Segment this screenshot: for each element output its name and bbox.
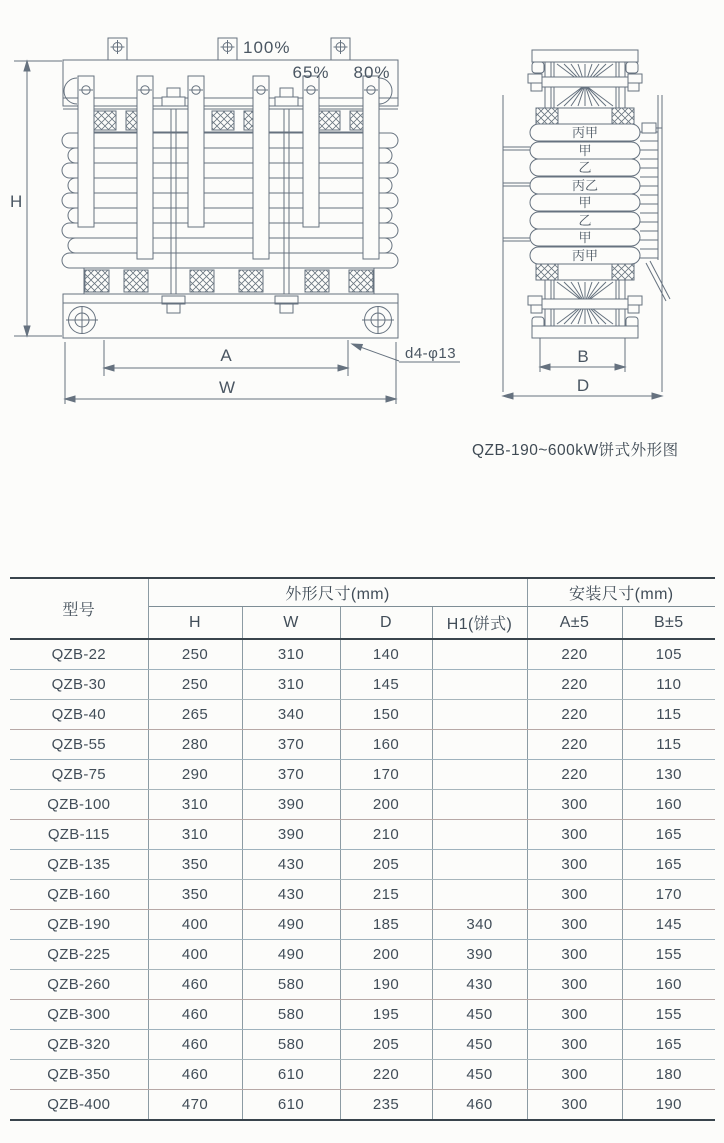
dim-label-a: A xyxy=(220,346,232,365)
cell-w: 310 xyxy=(242,670,340,700)
cell-d: 185 xyxy=(340,910,432,940)
column-group-outline-dimensions: 外形尺寸(mm) xyxy=(148,578,527,607)
cell-b: 180 xyxy=(622,1060,715,1090)
cell-model: QZB-260 xyxy=(10,970,148,1000)
cell-h: 460 xyxy=(148,1030,242,1060)
cell-a: 300 xyxy=(527,1030,622,1060)
cell-w: 580 xyxy=(242,1000,340,1030)
cell-b: 105 xyxy=(622,639,715,670)
table-row xyxy=(10,910,715,940)
dim-label-h: H xyxy=(10,192,23,211)
cell-w: 610 xyxy=(242,1090,340,1121)
coil-label: 乙 xyxy=(578,160,592,175)
cell-w: 370 xyxy=(242,760,340,790)
column-header-w: W xyxy=(242,607,340,640)
cell-b: 170 xyxy=(622,880,715,910)
cell-h1: 340 xyxy=(432,910,527,940)
cell-d: 205 xyxy=(340,850,432,880)
tap-label-100: 100% xyxy=(243,38,291,57)
base-assembly xyxy=(63,294,398,338)
corner-brackets xyxy=(64,78,392,104)
table-row xyxy=(10,1000,715,1030)
table-row xyxy=(10,820,715,850)
cell-a: 300 xyxy=(527,1000,622,1030)
cell-h1 xyxy=(432,700,527,730)
cell-h: 470 xyxy=(148,1090,242,1121)
cell-a: 300 xyxy=(527,1060,622,1090)
cell-d: 200 xyxy=(340,790,432,820)
cell-h1: 430 xyxy=(432,970,527,1000)
cell-d: 150 xyxy=(340,700,432,730)
cell-h1 xyxy=(432,670,527,700)
cell-b: 165 xyxy=(622,1030,715,1060)
cell-a: 300 xyxy=(527,880,622,910)
table-row xyxy=(10,1090,715,1121)
cell-w: 490 xyxy=(242,910,340,940)
cell-a: 300 xyxy=(527,820,622,850)
cell-d: 220 xyxy=(340,1060,432,1090)
cell-model: QZB-22 xyxy=(10,639,148,670)
cell-w: 580 xyxy=(242,1030,340,1060)
cell-a: 220 xyxy=(527,760,622,790)
cell-model: QZB-225 xyxy=(10,940,148,970)
front-view-diagram xyxy=(0,0,500,420)
cell-d: 210 xyxy=(340,820,432,850)
cell-w: 430 xyxy=(242,850,340,880)
cell-model: QZB-115 xyxy=(10,820,148,850)
dimension-table xyxy=(10,577,715,1121)
cell-h1: 460 xyxy=(432,1090,527,1121)
cell-d: 205 xyxy=(340,1030,432,1060)
cell-a: 220 xyxy=(527,639,622,670)
cell-h: 350 xyxy=(148,880,242,910)
cell-a: 220 xyxy=(527,730,622,760)
cell-b: 115 xyxy=(622,730,715,760)
table-row xyxy=(10,1030,715,1060)
cell-h1 xyxy=(432,850,527,880)
terminal-bars xyxy=(78,76,379,259)
cell-d: 160 xyxy=(340,730,432,760)
cell-h1 xyxy=(432,639,527,670)
figure-caption: QZB-190~600kW饼式外形图 xyxy=(472,442,679,459)
column-group-mounting-dimensions: 安装尺寸(mm) xyxy=(527,578,715,607)
cell-w: 370 xyxy=(242,730,340,760)
cell-b: 130 xyxy=(622,760,715,790)
lower-spacers xyxy=(84,268,374,294)
cell-h: 350 xyxy=(148,850,242,880)
cell-a: 300 xyxy=(527,790,622,820)
cell-d: 195 xyxy=(340,1000,432,1030)
cell-h: 460 xyxy=(148,1000,242,1030)
cell-a: 220 xyxy=(527,670,622,700)
tap-label-80: 80% xyxy=(353,63,391,82)
cell-d: 190 xyxy=(340,970,432,1000)
cell-model: QZB-320 xyxy=(10,1030,148,1060)
cell-model: QZB-30 xyxy=(10,670,148,700)
upper-spacers xyxy=(93,109,372,132)
tap-label-65: 65% xyxy=(292,63,330,82)
side-bottom-clamp xyxy=(528,264,642,338)
cell-a: 220 xyxy=(527,700,622,730)
side-top-clamp xyxy=(528,50,642,124)
cell-b: 165 xyxy=(622,820,715,850)
table-row xyxy=(10,670,715,700)
coil-label: 丙甲 xyxy=(571,248,599,263)
cell-d: 215 xyxy=(340,880,432,910)
cell-h: 280 xyxy=(148,730,242,760)
column-header-h1: H1(饼式) xyxy=(432,607,527,640)
cell-h: 460 xyxy=(148,970,242,1000)
column-header-h: H xyxy=(189,613,201,631)
dim-label-b: B xyxy=(577,347,589,366)
side-view-diagram xyxy=(450,20,724,420)
cell-d: 140 xyxy=(340,639,432,670)
cell-d: 235 xyxy=(340,1090,432,1121)
cell-b: 115 xyxy=(622,700,715,730)
coil-label: 甲 xyxy=(578,143,592,158)
cell-model: QZB-350 xyxy=(10,1060,148,1090)
cell-w: 430 xyxy=(242,880,340,910)
spec-table-body xyxy=(10,639,715,1120)
cell-model: QZB-100 xyxy=(10,790,148,820)
cell-w: 390 xyxy=(242,790,340,820)
cell-d: 200 xyxy=(340,940,432,970)
table-row xyxy=(10,1060,715,1090)
cell-h1 xyxy=(432,730,527,760)
cell-a: 300 xyxy=(527,850,622,880)
top-clamp xyxy=(63,60,398,109)
column-header-a: A±5 xyxy=(527,607,622,640)
cell-h: 290 xyxy=(148,760,242,790)
table-row xyxy=(10,730,715,760)
cell-b: 155 xyxy=(622,940,715,970)
cell-h1 xyxy=(432,790,527,820)
cell-h1: 450 xyxy=(432,1030,527,1060)
cell-w: 490 xyxy=(242,940,340,970)
cell-model: QZB-40 xyxy=(10,700,148,730)
cell-d: 145 xyxy=(340,670,432,700)
cell-a: 300 xyxy=(527,970,622,1000)
cell-b: 160 xyxy=(622,970,715,1000)
table-row xyxy=(10,880,715,910)
coil-label: 丙乙 xyxy=(571,178,599,193)
cell-a: 300 xyxy=(527,940,622,970)
coil-label: 丙甲 xyxy=(571,125,599,140)
cell-h1 xyxy=(432,760,527,790)
cell-h1: 450 xyxy=(432,1000,527,1030)
cell-h1: 450 xyxy=(432,1060,527,1090)
cell-h: 250 xyxy=(148,639,242,670)
hole-note-label: d4-φ13 xyxy=(405,345,457,362)
cell-h: 310 xyxy=(148,790,242,820)
cell-w: 310 xyxy=(242,639,340,670)
table-row xyxy=(10,970,715,1000)
dim-label-w: W xyxy=(218,378,236,397)
table-row xyxy=(10,790,715,820)
cell-h1 xyxy=(432,820,527,850)
cell-b: 165 xyxy=(622,850,715,880)
coil-label: 甲 xyxy=(578,195,592,210)
cell-model: QZB-160 xyxy=(10,880,148,910)
table-row xyxy=(10,700,715,730)
table-row xyxy=(10,940,715,970)
cell-d: 170 xyxy=(340,760,432,790)
cell-h: 460 xyxy=(148,1060,242,1090)
table-row xyxy=(10,760,715,790)
cell-b: 110 xyxy=(622,670,715,700)
cell-b: 190 xyxy=(622,1090,715,1121)
cell-w: 580 xyxy=(242,970,340,1000)
cell-model: QZB-75 xyxy=(10,760,148,790)
column-header-model: 型号 xyxy=(10,578,148,639)
cell-h1: 390 xyxy=(432,940,527,970)
cell-a: 300 xyxy=(527,1090,622,1121)
cell-model: QZB-135 xyxy=(10,850,148,880)
cell-b: 155 xyxy=(622,1000,715,1030)
cell-h: 265 xyxy=(148,700,242,730)
coil-stack-front xyxy=(62,133,398,268)
column-header-b: B±5 xyxy=(622,607,715,640)
table-row xyxy=(10,639,715,670)
cell-w: 340 xyxy=(242,700,340,730)
table-row xyxy=(10,850,715,880)
cell-w: 390 xyxy=(242,820,340,850)
cell-h: 400 xyxy=(148,910,242,940)
coil-label: 甲 xyxy=(578,230,592,245)
cell-model: QZB-400 xyxy=(47,1096,111,1113)
coil-label: 乙 xyxy=(578,213,592,228)
cell-h: 400 xyxy=(148,940,242,970)
cell-model: QZB-300 xyxy=(10,1000,148,1030)
cell-a: 300 xyxy=(527,910,622,940)
column-header-d: D xyxy=(340,607,432,640)
cell-b: 145 xyxy=(622,910,715,940)
cell-model: QZB-190 xyxy=(10,910,148,940)
cell-w: 610 xyxy=(242,1060,340,1090)
cell-h: 250 xyxy=(148,670,242,700)
cell-b: 160 xyxy=(622,790,715,820)
mounting-tabs xyxy=(108,38,350,60)
cell-h: 310 xyxy=(148,820,242,850)
dim-label-d: D xyxy=(576,376,590,395)
cell-h1 xyxy=(432,880,527,910)
cell-model: QZB-55 xyxy=(10,730,148,760)
